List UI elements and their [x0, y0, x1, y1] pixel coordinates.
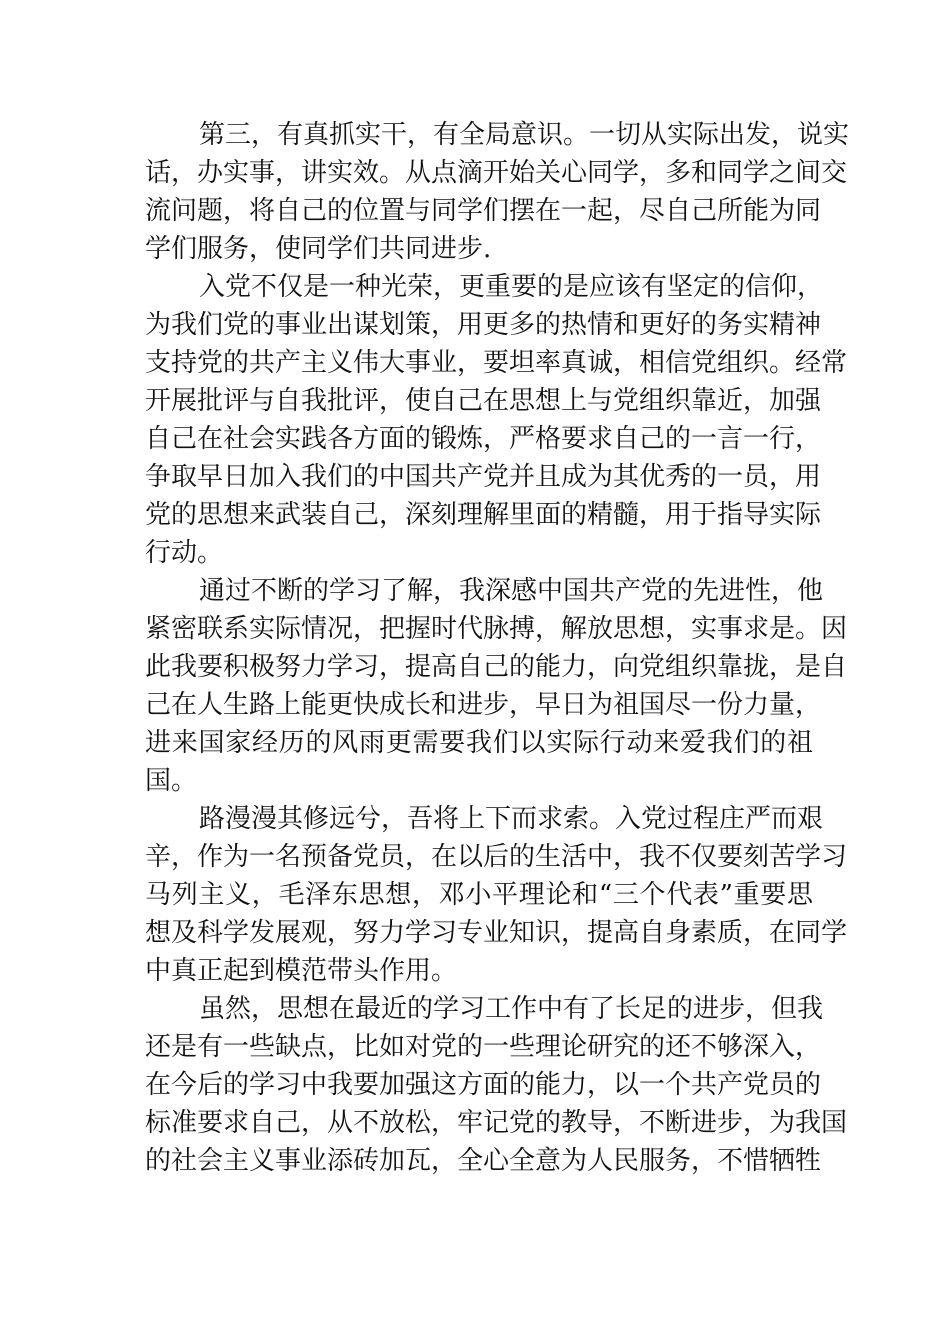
- text-line: 标准要求自己，从不放松，牢记党的教导，不断进步，为我国: [145, 1108, 848, 1138]
- text-line: 国。: [145, 766, 198, 796]
- text-line: 在今后的学习中我要加强这方面的能力，以一个共产党员的: [145, 1070, 822, 1100]
- text-line: 虽然，思想在最近的学习工作中有了长足的进步，但我: [199, 994, 824, 1024]
- text-line: 争取早日加入我们的中国共产党并且成为其优秀的一员，用: [145, 462, 822, 492]
- text-line: 话，办实事，讲实效。从点滴开始关心同学，多和同学之间交: [145, 158, 848, 188]
- paragraph-2: [145, 268, 848, 572]
- paragraph-3: [145, 572, 848, 800]
- text-line: 此我要积极努力学习，提高自己的能力，向党组织靠拢，是自: [145, 652, 848, 682]
- text-line: 中真正起到模范带头作用。: [145, 956, 458, 986]
- text-line: 马列主义，毛泽东思想，邓小平理论和“三个代表”重要思: [145, 880, 813, 910]
- text-line: 的社会主义事业添砖加瓦，全心全意为人民服务，不惜牺牲: [145, 1146, 822, 1176]
- paragraph-4: [145, 800, 848, 990]
- paragraph-5: [145, 990, 848, 1180]
- text-line: 学们服务，使同学们共同进步.: [145, 234, 492, 264]
- text-line: 紧密联系实际情况，把握时代脉搏，解放思想，实事求是。因: [145, 614, 848, 644]
- text-line: 还是有一些缺点，比如对党的一些理论研究的还不够深入，: [145, 1032, 822, 1062]
- text-line: 通过不断的学习了解，我深感中国共产党的先进性，他: [199, 576, 824, 606]
- text-line: 进来国家经历的风雨更需要我们以实际行动来爱我们的祖: [145, 728, 813, 758]
- text-line: 流问题，将自己的位置与同学们摆在一起，尽自己所能为同: [145, 196, 822, 226]
- text-line: 第三，有真抓实干，有全局意识。一切从实际出发，说实: [199, 120, 850, 150]
- text-line: 支持党的共产主义伟大事业，要坦率真诚，相信党组织。经常: [145, 348, 848, 378]
- text-line: 开展批评与自我批评，使自己在思想上与党组织靠近，加强: [145, 386, 822, 416]
- text-line: 己在人生路上能更快成长和进步，早日为祖国尽一份力量，: [145, 690, 822, 720]
- text-line: 党的思想来武装自己，深刻理解里面的精髓，用于指导实际: [145, 500, 822, 530]
- text-line: 行动。: [145, 538, 224, 568]
- text-line: 入党不仅是一种光荣，更重要的是应该有坚定的信仰，: [199, 272, 824, 302]
- paragraph-1: [145, 116, 850, 268]
- text-line: 为我们党的事业出谋划策，用更多的热情和更好的务实精神: [145, 310, 822, 340]
- text-line: 辛，作为一名预备党员，在以后的生活中，我不仅要刻苦学习: [145, 842, 848, 872]
- document-body: [145, 116, 850, 1180]
- text-line: 路漫漫其修远兮，吾将上下而求索。入党过程庄严而艰: [199, 804, 824, 834]
- text-line: 自己在社会实践各方面的锻炼，严格要求自己的一言一行，: [145, 424, 822, 454]
- text-line: 想及科学发展观，努力学习专业知识，提高自身素质，在同学: [145, 918, 848, 948]
